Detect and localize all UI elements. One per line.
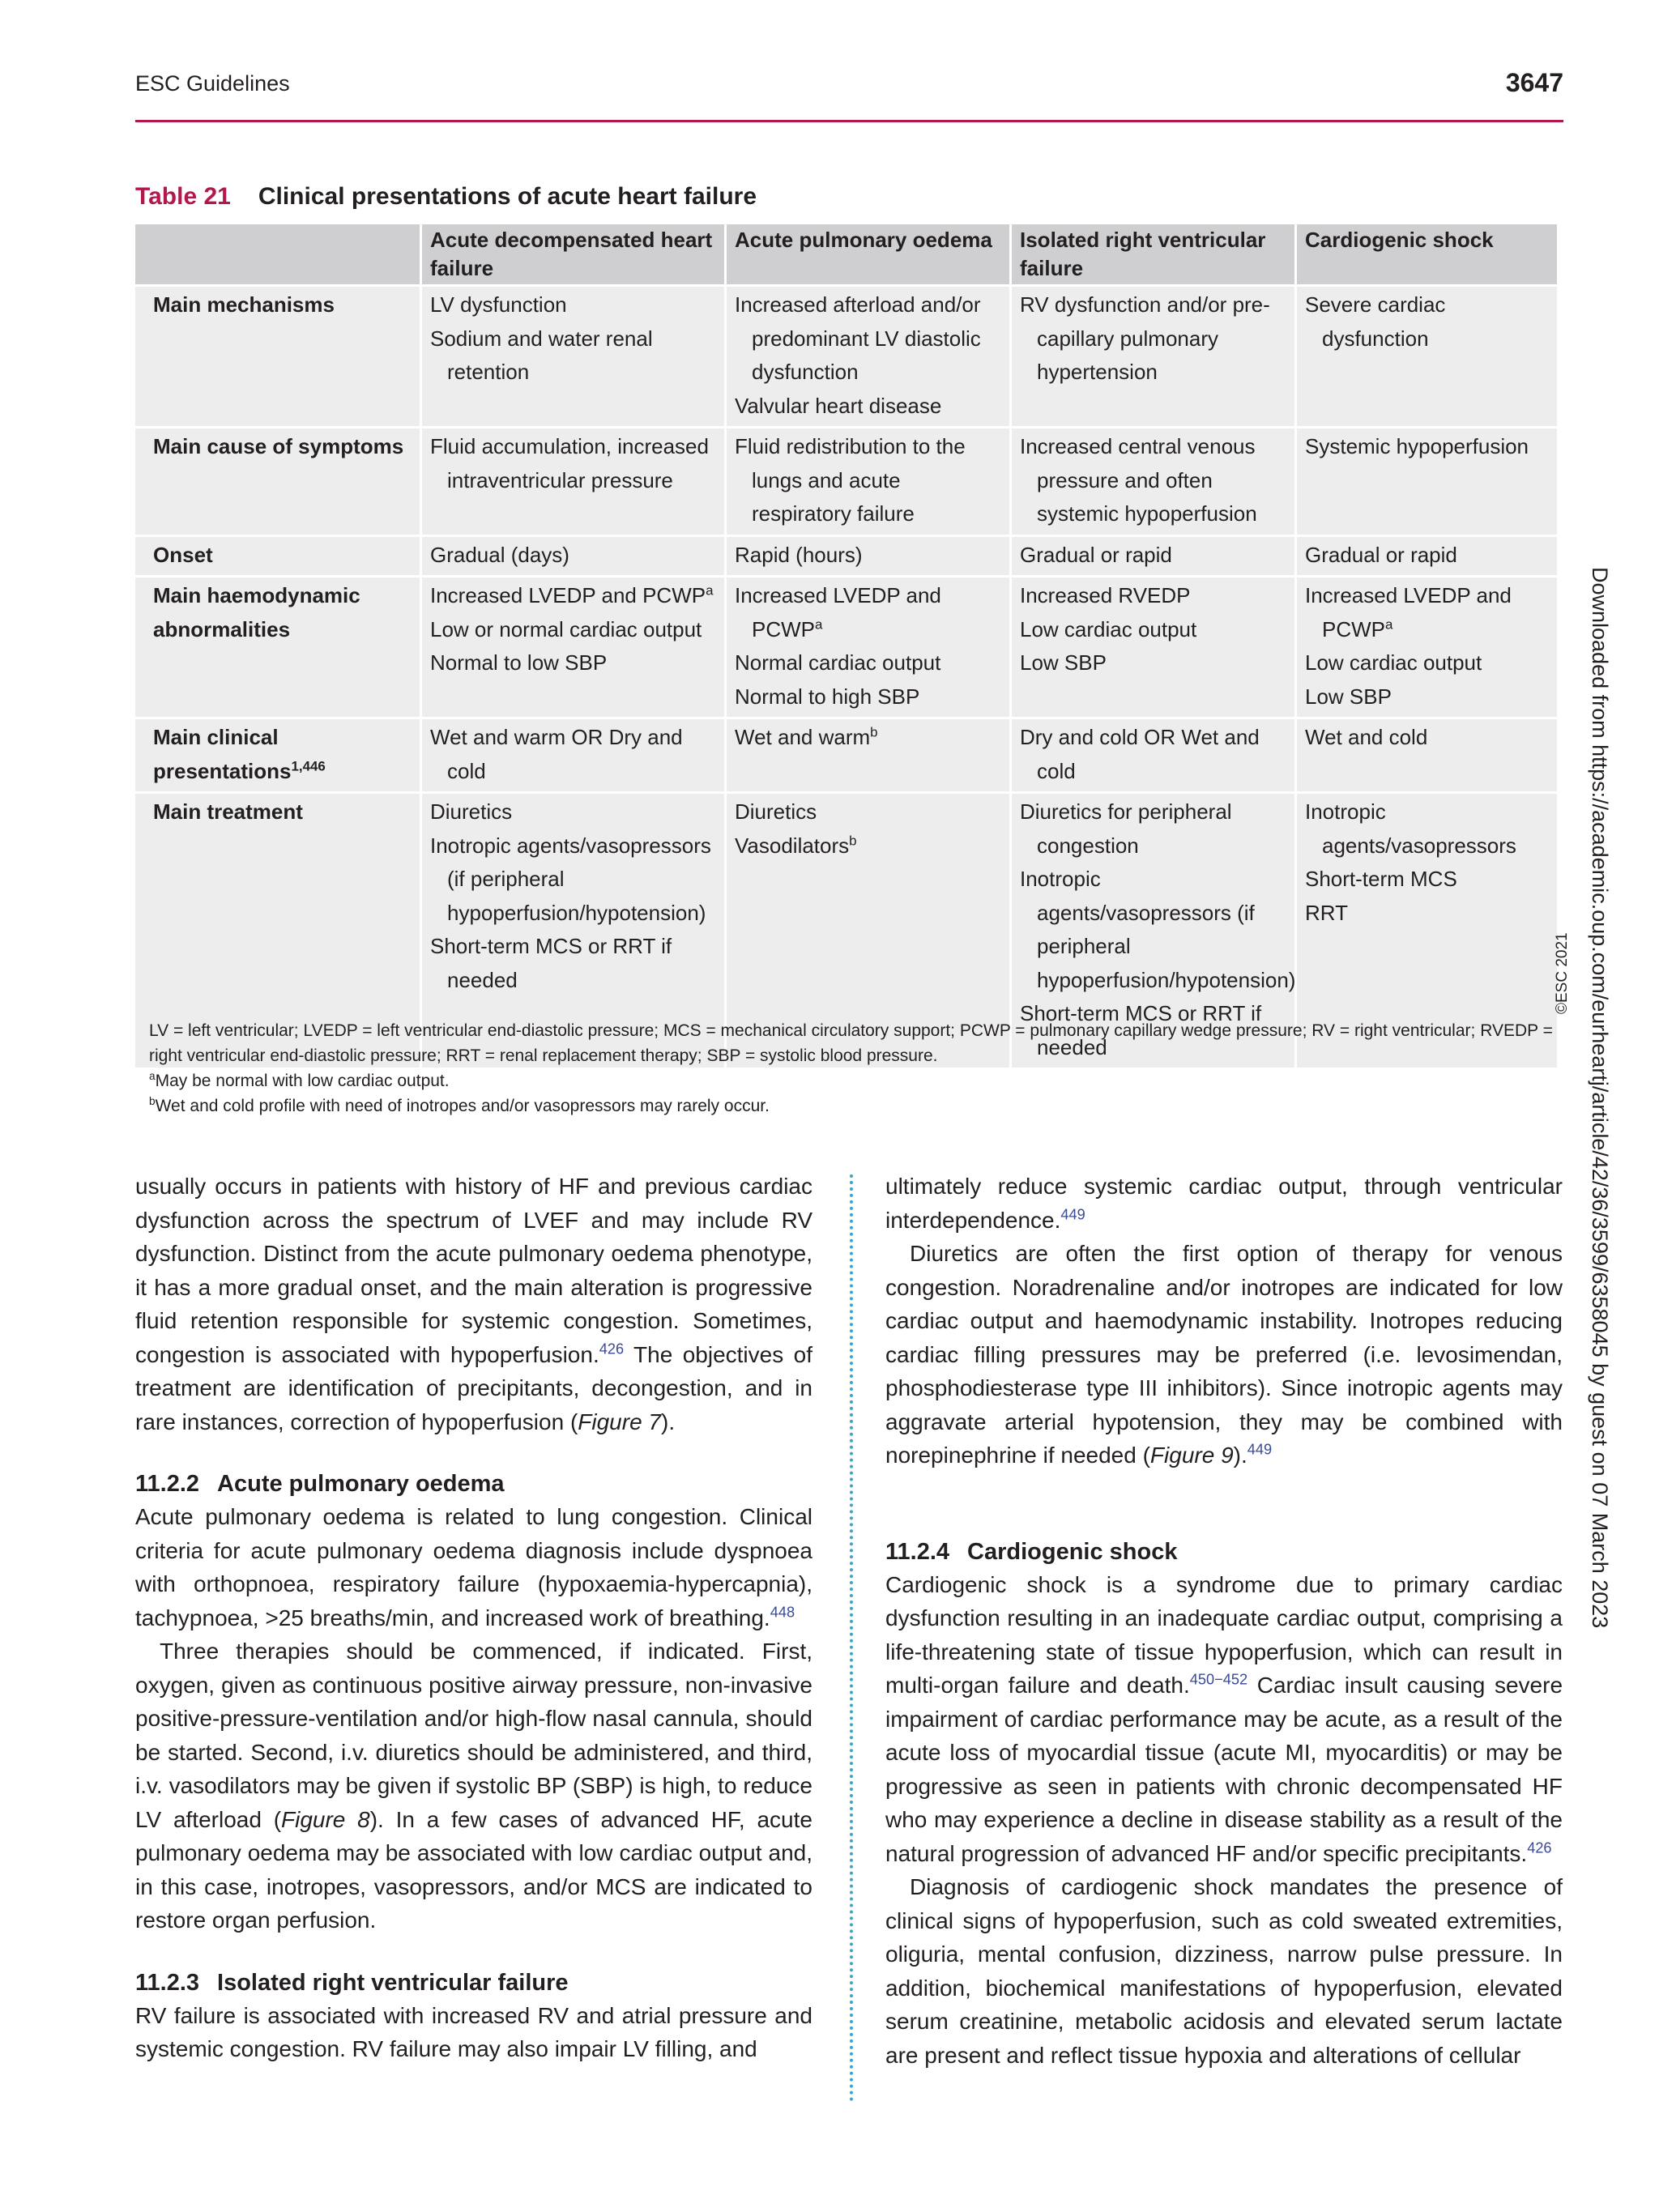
column-header: Cardiogenic shock <box>1297 224 1557 284</box>
table-cell: Fluid redistribution to the lungs and acute respiratory failure <box>727 426 1012 535</box>
figure-link[interactable]: Figure 7 <box>578 1409 661 1434</box>
table-cell: LV dysfunction Sodium and water renal retention <box>422 284 727 426</box>
citation-link[interactable]: 448 <box>770 1604 795 1621</box>
table-row <box>135 535 1557 576</box>
paragraph: RV failure is associated with increased RV and atrial pressure and systemic congestion. RV failure may also impair LV filling, and <box>135 2002 812 2061</box>
header-rule <box>135 120 1563 122</box>
row-header: Main clinical presentations$^{1,446}$ <box>135 717 422 791</box>
column-header: Isolated right ventricular failure <box>1012 224 1297 284</box>
table-cell: Wet and warm$^b$ <box>727 717 1012 791</box>
table-cell: Increased LVEDP and PCWP$^a$ Low or normal cardiac output Normal to low SBP <box>422 575 727 717</box>
table-caption <box>135 183 757 211</box>
table-cell: Dry and cold OR Wet and cold <box>1012 717 1297 791</box>
table-cell: RV dysfunction and/or pre-capillary pulmonary hypertension <box>1012 284 1297 426</box>
table-cell: Diuretics Vasodilators$^b$ <box>727 791 1012 1068</box>
running-header: ESC Guidelines <box>135 71 290 96</box>
table-footnotes <box>149 1018 1559 1119</box>
left-column <box>135 1170 812 2066</box>
abbreviations-note: LV = left ventricular; LVEDP = left ventricular end-diastolic pressure; MCS = mechanical circulatory support; PCWP = pulmonary capillary wedge pressure; RV = right ventricular; RVEDP = right ventricular end-diastolic pressure; RRT = renal replacement therapy; SBP = systolic blood pressure. <box>149 1021 1553 1065</box>
table-title: Clinical presentations of acute heart failure <box>258 183 757 210</box>
paragraph: Diuretics are often the first option of therapy for venous congestion. Noradrenaline and/or inotropes are indicated for low cardiac output and haemodynamic instability. Inotropes reducing cardiac filling pressures may be preferred (i.e. levosimendan, phosphodiesterase type III inhibitors). Since inotropic agents may aggravate arterial hypotension, they may be combined with norepinephrine if needed (Figure 9).$^{449}$ <box>885 1241 1563 1468</box>
citation-link[interactable]: 450−452 <box>1189 1671 1248 1688</box>
page-number: 3647 <box>1505 68 1563 97</box>
row-header: Main mechanisms <box>135 284 422 426</box>
table-cell: Diuretics Inotropic agents/vasopressors (if peripheral hypoperfusion/hypotension) Short-term MCS or RRT if needed <box>422 791 727 1068</box>
paragraph: ultimately reduce systemic cardiac output, through ventricular interdependence.$^{449}$ <box>885 1174 1563 1233</box>
table-cell: Severe cardiac dysfunction <box>1297 284 1557 426</box>
table-cell: Gradual or rapid <box>1297 535 1557 576</box>
table-row <box>135 426 1557 535</box>
column-header: Acute decompensated heart failure <box>422 224 727 284</box>
table-cell: Increased LVEDP and PCWP$^a$ Low cardiac output Low SBP <box>1297 575 1557 717</box>
figure-link[interactable]: Figure 9 <box>1149 1443 1234 1468</box>
footnote-a: $^a$May be normal with low cardiac output. <box>149 1070 450 1090</box>
citation-link[interactable]: 449 <box>1060 1206 1085 1223</box>
section-heading: 11.2.4 Cardiogenic shock <box>885 1538 1178 1565</box>
paragraph: Acute pulmonary oedema is related to lung congestion. Clinical criteria for acute pulmonary oedema diagnosis include dyspnoea with orthopnoea, respiratory failure (hypoxaemia-hypercapnia), tachypnoea, >25 breaths/min, and increased work of breathing.$^{448}$ <box>135 1504 812 1630</box>
footnote-b: $^b$Wet and cold profile with need of inotropes and/or vasopressors may rarely occur. <box>149 1095 770 1115</box>
figure-link[interactable]: Figure 8 <box>281 1806 370 1832</box>
citation-link[interactable]: 449 <box>1247 1441 1273 1458</box>
row-header: Onset <box>135 535 422 576</box>
clinical-presentations-table <box>135 224 1557 1068</box>
table-cell: Increased RVEDP Low cardiac output Low SBP <box>1012 575 1297 717</box>
table-header-row <box>135 224 1557 284</box>
column-header: Acute pulmonary oedema <box>727 224 1012 284</box>
column-header <box>135 224 422 284</box>
paragraph: Diagnosis of cardiogenic shock mandates the presence of clinical signs of hypoperfusion, such as cold sweated extremities, oliguria, mental confusion, dizziness, narrow pulse pressure. In addition, biochemical manifestations of hypoperfusion, elevated serum creatinine, metabolic acidosis and elevated serum lactate are present and reflect tissue hypoxia and alterations of cellular <box>885 1874 1563 2068</box>
table-cell: Wet and cold <box>1297 717 1557 791</box>
table-cell: Wet and warm OR Dry and cold <box>422 717 727 791</box>
table-cell: Gradual or rapid <box>1012 535 1297 576</box>
right-column <box>885 1170 1563 2072</box>
table-cell: Systemic hypoperfusion <box>1297 426 1557 535</box>
citation-link[interactable]: 426 <box>599 1340 625 1357</box>
row-header: Main treatment <box>135 791 422 1068</box>
table-cell: Rapid (hours) <box>727 535 1012 576</box>
download-notice: Downloaded from https://academic.oup.com/eurheartj/article/42/36/3599/6358045 by guest on 07 March 2023 <box>1588 567 1612 1629</box>
section-heading: 11.2.3 Isolated right ventricular failure <box>135 1969 569 1996</box>
table-cell: Inotropic agents/vasopressors Short-term MCS RRT <box>1297 791 1557 1068</box>
table-cell: Diuretics for peripheral congestion Inotropic agents/vasopressors (if peripheral hypoperfusion/hypotension) Short-term MCS or RRT if needed <box>1012 791 1297 1068</box>
table-cell: Increased central venous pressure and often systemic hypoperfusion <box>1012 426 1297 535</box>
column-divider <box>850 1174 853 2102</box>
citation-link[interactable]: 426 <box>1527 1839 1552 1856</box>
table-row <box>135 575 1557 717</box>
paragraph: Cardiogenic shock is a syndrome due to primary cardiac dysfunction resulting in an inadequate cardiac output, comprising a life-threatening state of tissue hypoperfusion, which can result in multi-organ failure and death.$^{450-452}$ Cardiac insult causing severe impairment of cardiac performance may be acute, as a result of the acute loss of myocardial tissue (acute MI, myocarditis) or may be progressive as seen in patients with chronic decompensated HF who may experience a decline in disease stability as a result of the natural progression of advanced HF and/or specific precipitants.$^{426}$ <box>885 1571 1563 1866</box>
paragraph: usually occurs in patients with history of HF and previous cardiac dysfunction across the spectrum of LVEF and may include RV dysfunction. Distinct from the acute pulmonary oedema phenotype, it has a more gradual onset, and the main alteration is progressive fluid retention responsible for systemic congestion. Sometimes, congestion is associated with hypoperfusion.$^{426}$ The objectives of treatment are identification of precipitants, decongestion, and in rare instances, correction of hypoperfusion (Figure 7). <box>135 1174 812 1434</box>
copyright-note: ©ESC 2021 <box>1554 932 1571 1014</box>
table-number: Table 21 <box>135 183 231 210</box>
table-cell: Increased afterload and/or predominant LV diastolic dysfunction Valvular heart disease <box>727 284 1012 426</box>
section-heading: 11.2.2 Acute pulmonary oedema <box>135 1471 505 1497</box>
table-row <box>135 284 1557 426</box>
table-cell: Gradual (days) <box>422 535 727 576</box>
row-header: Main haemodynamic abnormalities <box>135 575 422 717</box>
table-row <box>135 717 1557 791</box>
table-cell: Increased LVEDP and PCWP$^a$ Normal cardiac output Normal to high SBP <box>727 575 1012 717</box>
paragraph: Three therapies should be commenced, if indicated. First, oxygen, given as continuous positive airway pressure, non-invasive positive-pressure-ventilation and/or high-flow nasal cannula, should be started. Second, i.v. diuretics should be administered, and third, i.v. vasodilators may be given if systolic BP (SBP) is high, to reduce LV afterload (Figure 8). In a few cases of advanced HF, acute pulmonary oedema may be associated with low cardiac output and, in this case, inotropes, vasopressors, and/or MCS are indicated to restore organ perfusion. <box>135 1639 812 1933</box>
row-header: Main cause of symptoms <box>135 426 422 535</box>
table-cell: Fluid accumulation, increased intraventricular pressure <box>422 426 727 535</box>
